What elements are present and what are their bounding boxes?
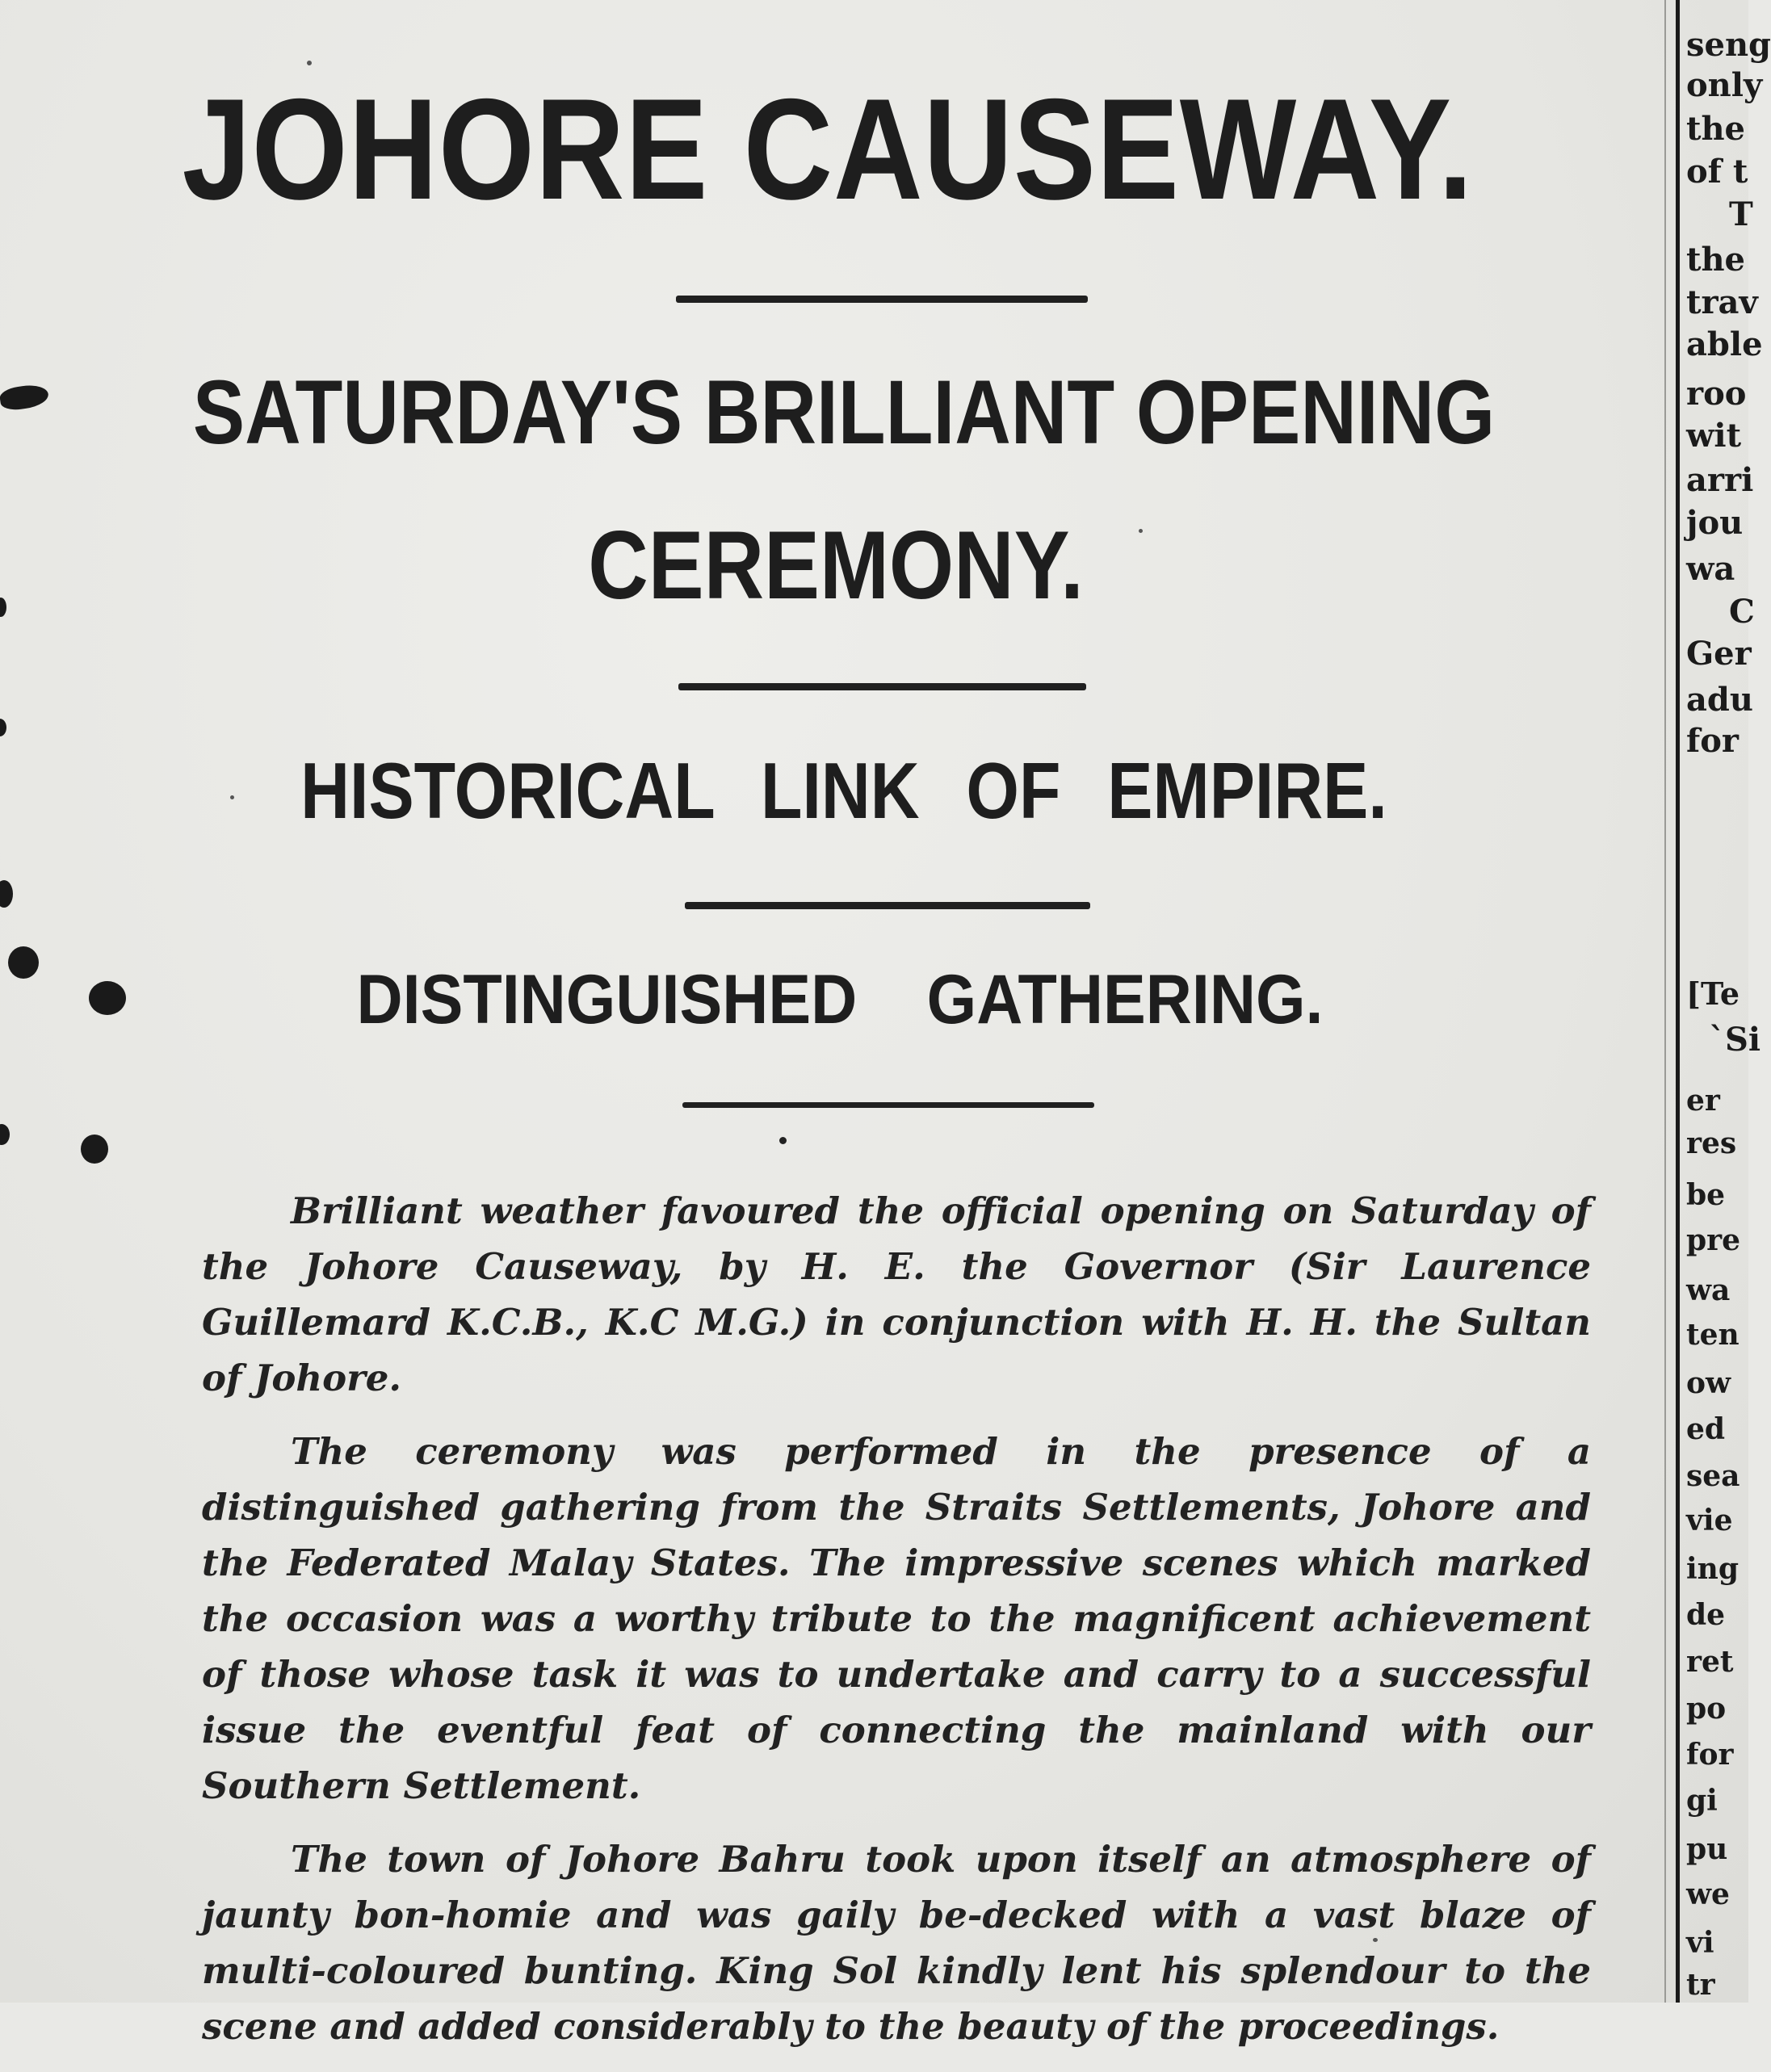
adjacent-text-fragment: arri [1686,461,1754,499]
article-subhead-2: DISTINGUISHED GATHERING. [356,961,1324,1038]
adjacent-text-fragment: of t [1686,153,1748,191]
adjacent-text-fragment: the [1686,110,1746,148]
adjacent-text-fragment: wit [1686,417,1742,455]
adjacent-text-fragment: for [1686,1738,1734,1772]
adjacent-text-fragment: ten [1686,1318,1740,1352]
adjacent-text-fragment: tr [1686,1968,1715,2002]
article-subtitle-line-2: CEREMONY. [588,511,1084,619]
adjacent-text-fragment: [Te [1686,975,1740,1012]
adjacent-text-fragment: we [1686,1877,1730,1911]
adjacent-text-fragment: C [1729,593,1755,631]
adjacent-text-fragment: `Si [1709,1021,1761,1059]
adjacent-text-fragment: only [1686,66,1763,104]
article-paragraph-2: The ceremony was performed in the presence of a distinguished gathering from the Straits Settlements, Johore and the Federated Malay States. The impressive scenes which marked the occasion was a worthy tribute to the magnificent achievement of those whose task it was to undertake and carry to a successful issue the eventful feat of connecting the mainland with our Southern Settlement. [202,1430,1591,1807]
adjacent-text-fragment: wa [1686,550,1735,588]
adjacent-text-fragment: for [1686,722,1739,760]
adjacent-text-fragment: able [1686,325,1763,363]
adjacent-text-fragment: roo [1686,375,1747,413]
adjacent-text-fragment: ed [1686,1412,1726,1446]
adjacent-text-fragment: ret [1686,1645,1734,1679]
article-subhead-1: HISTORICAL LINK OF EMPIRE. [300,746,1387,835]
adjacent-text-fragment: gi [1686,1784,1718,1818]
article-title: JOHORE CAUSEWAY. [182,69,1474,229]
article-body [202,1183,1591,2072]
adjacent-text-fragment: T [1729,195,1753,233]
headline-rule [685,902,1090,909]
adjacent-text-fragment: po [1686,1692,1727,1726]
adjacent-text-fragment: res [1686,1126,1737,1160]
article-subtitle-line-1: SATURDAY'S BRILLIANT OPENING [192,362,1496,463]
adjacent-text-fragment: ing [1686,1552,1740,1586]
article-paragraph-1: Brilliant weather favoured the official opening on Saturday of the Johore Causeway, by H. E. the Governor (Sir Laurence Guillemard K.C.B., K.C M.G.) in conjunction with H. H. the Sultan of Johore. [202,1189,1591,1399]
adjacent-text-fragment: sea [1686,1459,1740,1493]
adjacent-text-fragment: trav [1686,283,1758,321]
adjacent-text-fragment: vi [1686,1926,1714,1960]
adjacent-text-fragment: jou [1686,504,1744,542]
adjacent-text-fragment: pu [1686,1832,1728,1866]
column-gutter-shadow [1664,0,1666,2003]
adjacent-text-fragment: ow [1686,1366,1731,1400]
column-divider [1676,0,1680,2003]
adjacent-text-fragment: seng [1686,26,1771,64]
adjacent-text-fragment: de [1686,1598,1726,1632]
adjacent-text-fragment: Ger [1686,635,1752,673]
headline-rule [682,1102,1094,1108]
adjacent-text-fragment: vie [1686,1504,1733,1537]
adjacent-text-fragment: er [1686,1084,1720,1118]
headline-rule [676,296,1088,303]
adjacent-text-fragment: the [1686,241,1746,279]
adjacent-text-fragment: be [1686,1178,1726,1212]
headline-rule [678,683,1086,690]
adjacent-text-fragment: adu [1686,681,1753,719]
article-paragraph-3: The town of Johore Bahru took upon itself an atmosphere of jaunty bon-homie and was gaily be-decked with a vast blaze of multi-coloured bunting. King Sol kindly lent his splendour to the scene and added considerably to the beauty of the proceedings. [202,1838,1591,2048]
adjacent-text-fragment: pre [1686,1223,1741,1257]
adjacent-column-cropped [1685,0,1771,2003]
adjacent-text-fragment: wa [1686,1273,1731,1307]
